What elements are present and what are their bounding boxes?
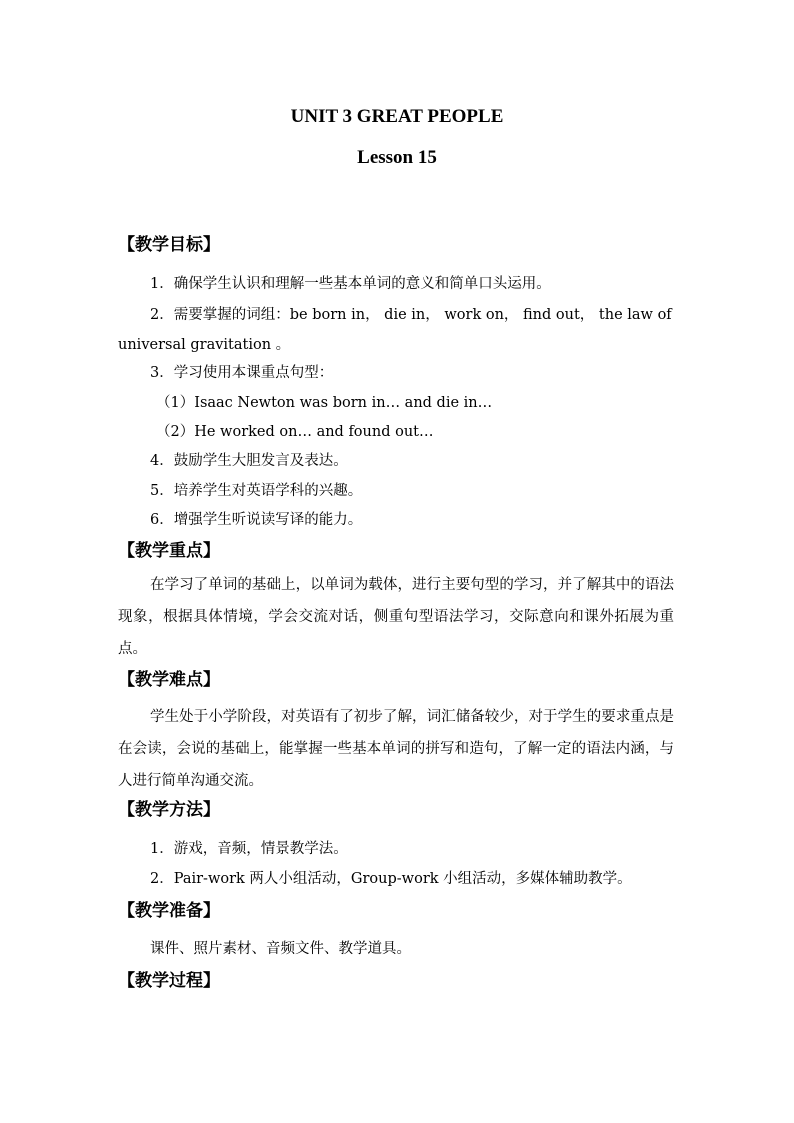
key-points-paragraph: 在学习了单词的基础上，以单词为载体，进行主要句型的学习，并了解其中的语法现象，根据具体情境，学会交流对话，侧重句型语法学习，交际意向和课外拓展为重点。 [118, 577, 674, 657]
objective-item-5: 5．培养学生对英语学科的兴趣。 [150, 483, 363, 499]
lesson-title: Lesson 15 [357, 147, 437, 168]
method-item-1: 1．游戏，音频，情景教学法。 [150, 841, 348, 857]
objective-item-1: 1．确保学生认识和理解一些基本单词的意义和简单口头运用。 [150, 276, 551, 292]
unit-title: UNIT 3 GREAT PEOPLE [290, 106, 504, 127]
method-item-2: 2．Pair-work 两人小组活动，Group-work 小组活动，多媒体辅助教学。 [150, 871, 632, 887]
objective-item-3-sub-1: （1）Isaac Newton was born in… and die in… [156, 395, 493, 411]
objective-item-3: 3．学习使用本课重点句型： [150, 365, 334, 381]
objective-item-2-line-1: 2．需要掌握的词组：be born in， die in， work on， find out， the law of [150, 307, 672, 323]
objectives-heading: 【教学目标】 [118, 235, 220, 255]
preparation-text: 课件、照片素材、音频文件、教学道具。 [150, 941, 411, 957]
key-points-heading: 【教学重点】 [118, 541, 220, 561]
difficulties-paragraph: 学生处于小学阶段，对英语有了初步了解，词汇储备较少，对于学生的要求重点是在会读，会说的基础上，能掌握一些基本单词的拼写和造句，了解一定的语法内涵，与人进行简单沟通交流。 [118, 709, 674, 789]
methods-heading: 【教学方法】 [118, 800, 220, 820]
objective-item-3-sub-2: （2）He worked on… and found out… [156, 424, 434, 440]
objective-item-4: 4．鼓励学生大胆发言及表达。 [150, 453, 348, 469]
objective-item-6: 6．增强学生听说读写译的能力。 [150, 512, 363, 528]
objective-item-2-line-2: universal gravitation 。 [118, 337, 291, 353]
difficulties-heading: 【教学难点】 [118, 670, 220, 690]
process-heading: 【教学过程】 [118, 971, 220, 991]
preparation-heading: 【教学准备】 [118, 901, 220, 921]
